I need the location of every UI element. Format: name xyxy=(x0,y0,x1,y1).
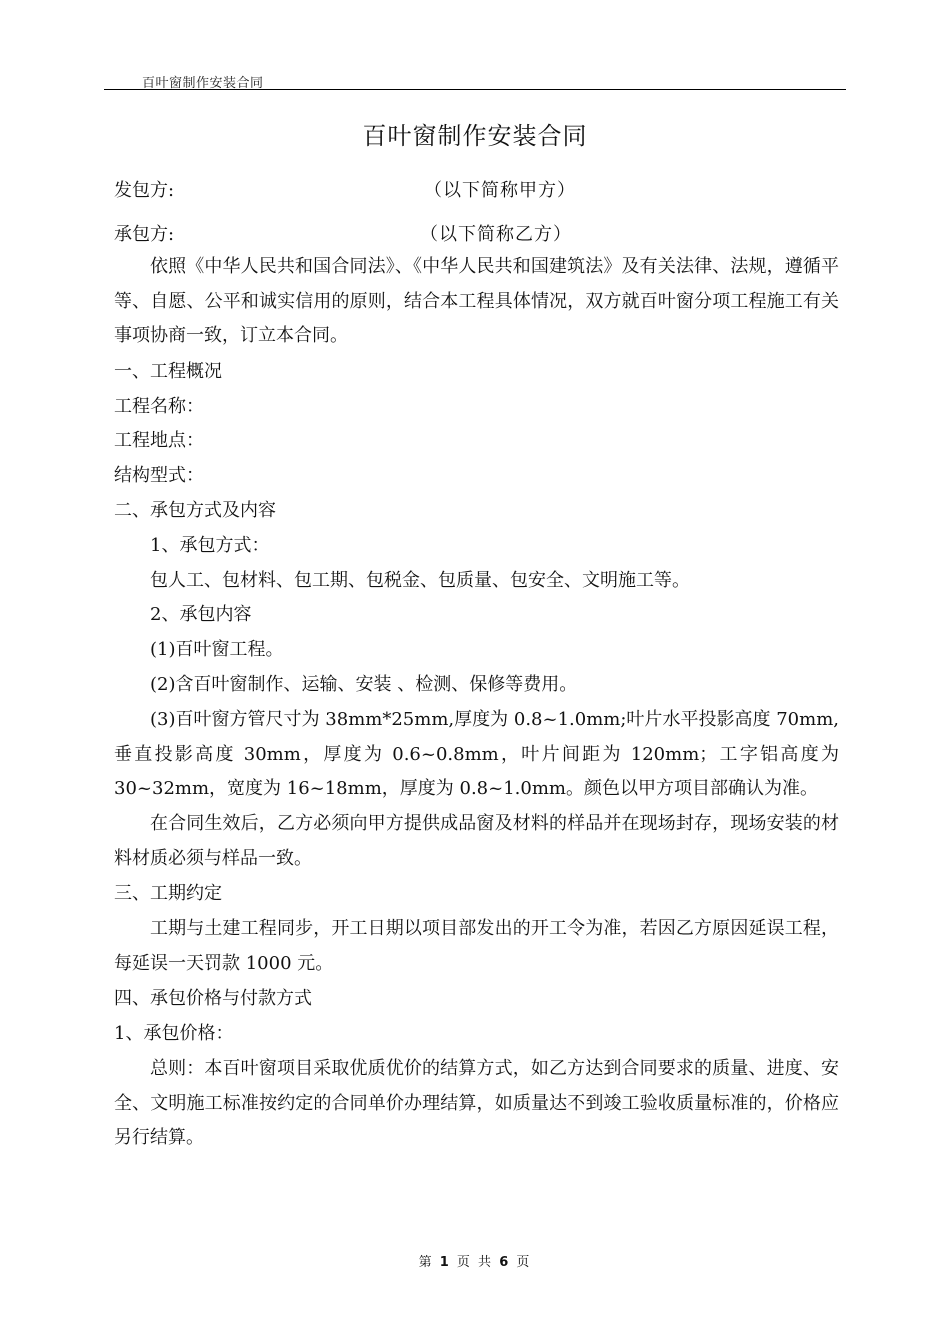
running-header: 百叶窗制作安装合同 xyxy=(142,76,264,91)
contract-content-heading: 2、承包内容 xyxy=(150,604,252,625)
section3-heading: 三、工期约定 xyxy=(114,883,222,904)
intro-paragraph: 依照《中华人民共和国合同法》、《中华人民共和国建筑法》及有关法律、法规，遵循平等、自愿、公平和诚实信用的原则，结合本工程具体情况，双方就百叶窗分项工程施工有关事项协商一致，订立本合同。 xyxy=(114,256,839,347)
footer-prefix: 第 xyxy=(418,1255,434,1270)
footer-total-pages: 6 xyxy=(499,1255,511,1270)
footer-page-number: 1 xyxy=(439,1255,451,1270)
footer-middle: 页 共 xyxy=(456,1255,494,1270)
content-item-2: (2)含百叶窗制作、运输、安装 、检测、保修等费用。 xyxy=(150,674,578,695)
page-footer xyxy=(0,1251,950,1270)
party-b-note: （以下简称乙方） xyxy=(420,224,572,245)
price-general-paragraph: 总则：本百叶窗项目采取优质优价的结算方式，如乙方达到合同要求的质量、进度、安全、文明施工标准按约定的合同单价办理结算，如质量达不到竣工验收质量标准的，价格应另行结算。 xyxy=(114,1058,839,1149)
footer-suffix: 页 xyxy=(516,1255,532,1270)
party-b-label: 承包方: xyxy=(114,224,175,245)
contract-mode-text: 包人工、包材料、包工期、包税金、包质量、包安全、文明施工等。 xyxy=(150,570,690,591)
contract-mode-heading: 1、承包方式： xyxy=(150,535,270,556)
document-title: 百叶窗制作安装合同 xyxy=(362,122,588,150)
price-heading: 1、承包价格： xyxy=(114,1023,234,1044)
section4-heading: 四、承包价格与付款方式 xyxy=(114,988,312,1009)
project-name-field: 工程名称： xyxy=(114,396,204,417)
header-rule xyxy=(104,89,846,90)
project-location-field: 工程地点： xyxy=(114,430,204,451)
content-item-1: (1)百叶窗工程。 xyxy=(150,639,284,660)
party-a-note: （以下简称甲方） xyxy=(424,180,576,201)
section1-heading: 一、工程概况 xyxy=(114,361,222,382)
content-item-3: (3)百叶窗方管尺寸为 38mm*25mm,厚度为 0.8~1.0mm;叶片水平投影高度 70mm,垂直投影高度 30mm，厚度为 0.6~0.8mm，叶片间距为 120mm；工字铝高度为 30~32mm，宽度为 16~18mm，厚度为 0.8~1.0mm。颜色以甲方项目部确认为准。 xyxy=(114,709,839,800)
schedule-paragraph: 工期与土建工程同步，开工日期以项目部发出的开工令为准，若因乙方原因延误工程，每延误一天罚款 1000 元。 xyxy=(114,918,839,974)
structure-type-field: 结构型式： xyxy=(114,465,204,486)
section2-heading: 二、承包方式及内容 xyxy=(114,500,276,521)
sample-paragraph: 在合同生效后，乙方必须向甲方提供成品窗及材料的样品并在现场封存，现场安装的材料材质必须与样品一致。 xyxy=(114,813,839,869)
party-a-label: 发包方: xyxy=(114,180,175,201)
